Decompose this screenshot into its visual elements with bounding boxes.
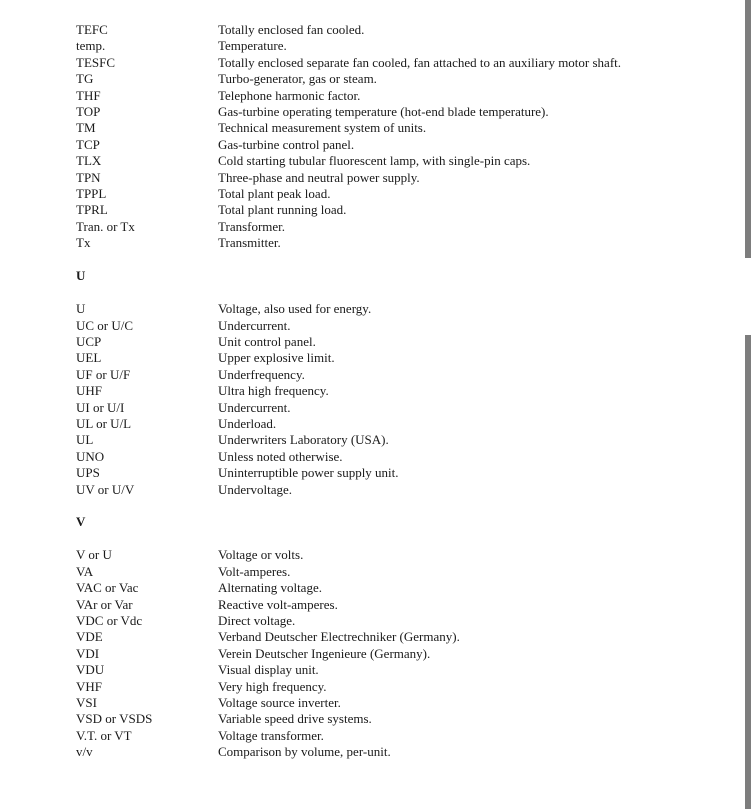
glossary-entry bbox=[76, 449, 676, 465]
entry-definition: Undercurrent. bbox=[218, 399, 291, 415]
entry-abbreviation: VAC or Vac bbox=[76, 580, 139, 596]
entry-definition: Voltage or volts. bbox=[218, 547, 304, 563]
glossary-entry bbox=[76, 383, 676, 399]
entry-definition: Verband Deutscher Electrechniker (Germany). bbox=[218, 629, 460, 645]
entry-definition: Temperature. bbox=[218, 38, 287, 54]
glossary-entry bbox=[76, 153, 676, 169]
entry-definition: Voltage transformer. bbox=[218, 727, 324, 743]
entry-abbreviation: THF bbox=[76, 87, 101, 103]
entry-abbreviation: UF or U/F bbox=[76, 366, 131, 382]
entry-definition: Very high frequency. bbox=[218, 678, 327, 694]
glossary-entry bbox=[76, 170, 676, 186]
entry-definition: Undervoltage. bbox=[218, 481, 293, 497]
entry-abbreviation: VDU bbox=[76, 662, 105, 678]
entry-abbreviation: VDI bbox=[76, 645, 100, 661]
entry-abbreviation: TEFC bbox=[76, 22, 108, 37]
glossary-entry bbox=[76, 465, 676, 481]
glossary-entry bbox=[76, 71, 676, 87]
glossary-entry bbox=[76, 564, 676, 580]
entry-abbreviation: V or U bbox=[76, 547, 112, 563]
glossary-entry bbox=[76, 88, 676, 104]
entry-definition: Totally enclosed separate fan cooled, fan attached to an auxiliary motor shaft. bbox=[218, 54, 622, 70]
entry-abbreviation: TM bbox=[76, 120, 96, 136]
glossary-entry bbox=[76, 367, 676, 383]
entry-definition: Reactive volt-amperes. bbox=[218, 596, 338, 612]
entry-definition: Visual display unit. bbox=[218, 662, 319, 678]
entry-abbreviation: VAr or Var bbox=[76, 596, 133, 612]
entry-definition: Ultra high frequency. bbox=[218, 383, 329, 399]
abbreviation-glossary bbox=[76, 22, 676, 761]
entry-definition: Upper explosive limit. bbox=[218, 350, 335, 366]
entry-abbreviation: VDE bbox=[76, 629, 103, 645]
entry-definition: Technical measurement system of units. bbox=[218, 120, 427, 136]
entry-definition: Voltage source inverter. bbox=[218, 695, 341, 711]
entry-definition: Undercurrent. bbox=[218, 317, 291, 333]
glossary-entry bbox=[76, 350, 676, 366]
entry-abbreviation: Tran. or Tx bbox=[76, 218, 135, 234]
entry-definition: Alternating voltage. bbox=[218, 580, 322, 596]
glossary-entry bbox=[76, 334, 676, 350]
entry-abbreviation: TPPL bbox=[76, 186, 107, 202]
entry-definition: Totally enclosed fan cooled. bbox=[218, 22, 365, 37]
entry-definition: Three-phase and neutral power supply. bbox=[218, 169, 420, 185]
glossary-entry bbox=[76, 235, 676, 251]
entry-definition: Telephone harmonic factor. bbox=[218, 87, 361, 103]
entry-abbreviation: VA bbox=[76, 563, 94, 579]
entry-abbreviation: UHF bbox=[76, 383, 103, 399]
entry-definition: Comparison by volume, per-unit. bbox=[218, 744, 391, 760]
entry-definition: Transmitter. bbox=[218, 235, 281, 251]
entry-abbreviation: VSI bbox=[76, 695, 97, 711]
glossary-entry bbox=[76, 400, 676, 416]
entry-definition: Uninterruptible power supply unit. bbox=[218, 465, 399, 481]
entry-abbreviation: UPS bbox=[76, 465, 100, 481]
glossary-entry bbox=[76, 104, 676, 120]
entry-abbreviation: U bbox=[76, 301, 86, 317]
glossary-entry bbox=[76, 728, 676, 744]
glossary-entry bbox=[76, 580, 676, 596]
glossary-entry bbox=[76, 38, 676, 54]
entry-abbreviation: temp. bbox=[76, 38, 106, 54]
glossary-entry bbox=[76, 711, 676, 727]
entry-abbreviation: UI or U/I bbox=[76, 399, 125, 415]
glossary-entry bbox=[76, 202, 676, 218]
scrollbar-track-upper[interactable] bbox=[745, 0, 751, 258]
glossary-entry bbox=[76, 416, 676, 432]
entry-abbreviation: UC or U/C bbox=[76, 317, 134, 333]
scrollbar-track-lower[interactable] bbox=[745, 335, 751, 809]
entry-definition: Unless noted otherwise. bbox=[218, 448, 343, 464]
entry-definition: Voltage, also used for energy. bbox=[218, 301, 372, 317]
entry-abbreviation: v/v bbox=[76, 744, 93, 760]
glossary-entry bbox=[76, 318, 676, 334]
entry-abbreviation: TG bbox=[76, 71, 94, 87]
glossary-entry bbox=[76, 55, 676, 71]
entry-definition: Underload. bbox=[218, 415, 277, 431]
glossary-entry bbox=[76, 120, 676, 136]
entry-definition: Underwriters Laboratory (USA). bbox=[218, 432, 389, 448]
entry-abbreviation: VSD or VSDS bbox=[76, 711, 153, 727]
glossary-entry bbox=[76, 547, 676, 563]
glossary-entry bbox=[76, 22, 676, 38]
entry-abbreviation: UV or U/V bbox=[76, 481, 135, 497]
section-heading-v: V bbox=[76, 514, 86, 530]
entry-abbreviation: Tx bbox=[76, 235, 91, 251]
glossary-entry bbox=[76, 695, 676, 711]
glossary-entry bbox=[76, 137, 676, 153]
glossary-entry bbox=[76, 662, 676, 678]
entry-definition: Total plant peak load. bbox=[218, 186, 331, 202]
entry-abbreviation: TLX bbox=[76, 153, 102, 169]
entry-definition: Underfrequency. bbox=[218, 366, 305, 382]
entry-definition: Gas-turbine control panel. bbox=[218, 136, 355, 152]
entry-abbreviation: UL or U/L bbox=[76, 415, 132, 431]
glossary-entry bbox=[76, 744, 676, 760]
section-heading-u: U bbox=[76, 268, 86, 284]
entry-abbreviation: UL bbox=[76, 432, 94, 448]
entry-abbreviation: TPN bbox=[76, 169, 101, 185]
glossary-entry bbox=[76, 482, 676, 498]
glossary-entry bbox=[76, 432, 676, 448]
glossary-entry bbox=[76, 186, 676, 202]
glossary-entry bbox=[76, 629, 676, 645]
entry-abbreviation: TPRL bbox=[76, 202, 108, 218]
entry-abbreviation: UCP bbox=[76, 333, 102, 349]
entry-abbreviation: TCP bbox=[76, 136, 100, 152]
glossary-entry bbox=[76, 613, 676, 629]
entry-definition: Direct voltage. bbox=[218, 613, 296, 628]
glossary-entry bbox=[76, 646, 676, 662]
entry-definition: Total plant running load. bbox=[218, 202, 347, 218]
entry-definition: Cold starting tubular fluorescent lamp, with single-pin caps. bbox=[218, 153, 531, 169]
glossary-entry bbox=[76, 679, 676, 695]
entry-abbreviation: V.T. or VT bbox=[76, 727, 132, 743]
entry-abbreviation: TESFC bbox=[76, 54, 116, 70]
entry-definition: Variable speed drive systems. bbox=[218, 711, 372, 727]
entry-abbreviation: UEL bbox=[76, 350, 102, 366]
glossary-entry bbox=[76, 301, 676, 317]
entry-abbreviation: UNO bbox=[76, 448, 105, 464]
entry-definition: Volt-amperes. bbox=[218, 563, 291, 579]
entry-definition: Unit control panel. bbox=[218, 333, 316, 349]
entry-abbreviation: TOP bbox=[76, 104, 101, 120]
entry-abbreviation: VDC or Vdc bbox=[76, 613, 143, 628]
entry-definition: Gas-turbine operating temperature (hot-end blade temperature). bbox=[218, 104, 549, 120]
glossary-entry bbox=[76, 597, 676, 613]
entry-definition: Verein Deutscher Ingenieure (Germany). bbox=[218, 645, 431, 661]
entry-abbreviation: VHF bbox=[76, 678, 103, 694]
entry-definition: Turbo-generator, gas or steam. bbox=[218, 71, 377, 87]
entry-definition: Transformer. bbox=[218, 218, 286, 234]
glossary-entry bbox=[76, 219, 676, 235]
